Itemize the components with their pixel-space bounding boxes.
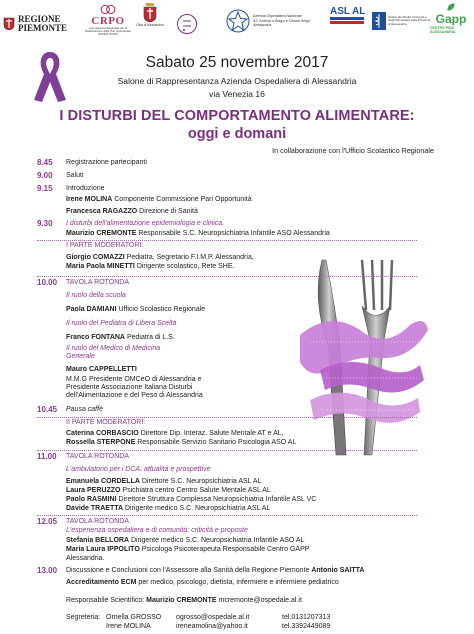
crpo-subtitle: Commissione Regionale per la Realizzazione delle Pari Opportunità DONNA UOMO [85, 26, 131, 36]
speaker-role: Psicologa Psicoterapeuta Responsabile Centro GAPP [141, 546, 310, 553]
speaker-name: Irene MOLINA [66, 196, 113, 203]
cappelletti-role-1: M.M.G Presidente OMCeO di Alessandria e [66, 376, 202, 383]
asl-al-logo [330, 6, 365, 38]
moderator-name: Rossella STERPONE [66, 439, 136, 446]
round-2-heading: TAVOLA ROTONDA [66, 453, 130, 460]
time-10-00: 10.00 [37, 278, 58, 287]
resp-name: Maurizio CREMONTE [146, 597, 217, 604]
azienda-star-icon [226, 9, 250, 33]
speaker-name: Emanuela CORDELLA [66, 478, 140, 485]
seg2-email[interactable]: ireneamolina@yahoo.it [176, 623, 248, 630]
resp-email[interactable]: mcremonte@ospedale.al.it [218, 597, 302, 604]
speaker-name: Paolo RASMINI [66, 496, 117, 503]
speaker-name: Davide TRAETTA [66, 505, 124, 512]
speaker-cremonte [66, 230, 330, 239]
crpo-name: CRPO [91, 15, 125, 27]
speaker-name: Maurizio CREMONTE [66, 230, 137, 237]
equality-circle-icon [176, 13, 198, 35]
cappelletti-role-2: Presidente Associazione Italiana Disturbi [66, 384, 193, 391]
moderator-role: Pediatra, Segretario F.I.M.P. Alessandria, [126, 254, 254, 261]
time-12-05: 12.05 [37, 517, 58, 526]
moderator-minetti [66, 263, 234, 272]
cappelletti-role-3: dell'Alimentazione e del Peso di Alessandria [66, 392, 203, 399]
ordine-medici-logo [372, 5, 432, 37]
speaker-name: Paola DAMIANI [66, 306, 117, 313]
speaker-peruzzo [66, 487, 271, 496]
moderator-role: Direttore Dip. Interaz. Salute Mentale AT e AL, [140, 430, 284, 437]
regione-shield-icon [3, 17, 15, 31]
speaker-cappelletti: Mauro CAPPELLETTI [66, 366, 137, 373]
moderators-1-heading: I PARTE MODERATORI: [66, 242, 144, 249]
event-venue: Salone di Rappresentanza Azienda Ospedaliera di Alessandria [117, 76, 357, 86]
moderator-name: Caterina CORBASCIO [66, 430, 139, 437]
speaker-ippolito [66, 546, 309, 555]
crpo-logo [84, 4, 132, 36]
ippolito-city: Alessandria. [66, 555, 105, 562]
fork-tines [362, 260, 392, 310]
time-13-00: 13.00 [37, 566, 58, 575]
speaker-role: Ufficio Scolastico Regionale [118, 306, 206, 313]
speaker-cordella [66, 478, 261, 487]
topic-mmg-1: Il ruolo del Medico di Medicina [66, 345, 161, 352]
regione-piemonte-logo [3, 8, 67, 40]
logo-bar [0, 0, 474, 42]
topic-scuola: Il ruolo della scuola [66, 292, 126, 299]
moderator-corbascio [66, 430, 284, 439]
speaker-molina [66, 196, 252, 205]
ecm-text: per medico, psicologo, dietista, infermiere e infermiere pediatrico [138, 579, 339, 586]
divider [37, 276, 417, 277]
divider [37, 515, 417, 516]
seg2-tel: tel.3392449089 [282, 623, 331, 630]
moderator-role: Dirigente scolastico, Rete SHE. [136, 263, 235, 270]
azienda-line-2: SS. Antonio e Biagio e Cesare Arrigo [253, 18, 311, 23]
time-9-00: 9.00 [37, 171, 53, 180]
pausa-caffe: Pausa caffè [66, 406, 103, 413]
speaker-name: Franco FONTANA [66, 334, 125, 341]
pari-opportunita-logo [176, 8, 198, 40]
event-date: Sabato 25 novembre 2017 [145, 54, 329, 71]
responsabile-scientifico [66, 597, 302, 604]
resp-label: Responsabile Scientifico: [66, 597, 145, 604]
topic-esperienza: L'esperienza ospedaliera e di comunità: criticità e proposte [66, 527, 248, 534]
closing-text: Discussione e Conclusioni con l'Assessore alla Sanità della Regione Piemonte [66, 567, 310, 574]
gapp-logo [430, 2, 472, 34]
speaker-name: Laura PERUZZO [66, 487, 121, 494]
time-8-45: 8.45 [37, 158, 53, 167]
time-9-30: 9.30 [37, 219, 53, 228]
gapp-name: Gapp [435, 12, 467, 26]
speaker-role: Direttore Struttura Complessa Neuropsichiatria Infantile ASL VC [118, 496, 317, 503]
asl-band-icon [330, 17, 364, 25]
saluti-line: Saluti [66, 172, 84, 179]
regione-label-1: REGIONE [18, 14, 61, 24]
topic-mmg-2: Generale [66, 353, 95, 360]
registration-line: Registrazione partecipanti [66, 159, 147, 166]
topic-ambulatorio: L'ambulatorio per i DCA: attualità e prospettive [66, 466, 211, 473]
speaker-fontana [66, 334, 175, 343]
moderator-name: Giorgio COMAZZI [66, 254, 125, 261]
round-1-heading: TAVOLA ROTONDA [66, 279, 130, 286]
measuring-tape-loop-3 [310, 393, 420, 423]
speaker-role: Componente Commissione Pari Opportunità [114, 196, 252, 203]
speaker-name: Maria Laura IPPOLITO [66, 546, 140, 553]
moderators-2-heading: II PARTE MODERATORI: [66, 419, 146, 426]
ecm-label: Accreditamento ECM [66, 579, 137, 586]
divider [37, 450, 417, 451]
gapp-leaf-icon [444, 2, 458, 12]
seg2-name: Irene MOLINA [106, 623, 151, 630]
speaker-name: Francesca RAGAZZO [66, 208, 138, 215]
seg1-name: Ornella GROSSO [106, 614, 162, 621]
speaker-role: Dirigente medico S.C. Neuropsichiatria ASL AL [125, 505, 271, 512]
citta-label: Città di Alessandria [136, 23, 164, 27]
fork-tape-illustration [300, 250, 430, 475]
moderator-name: Maria Paola MINETTI [66, 263, 135, 270]
ecm-line [66, 579, 339, 588]
gapp-sub: CENTRO PSIA ALESSANDRIA [430, 26, 456, 34]
moderator-role: Responsabile Servizio Sanitario Psicologia ASO AL [137, 439, 297, 446]
citta-logo [136, 3, 164, 35]
segreteria-label: Segreteria: [66, 614, 101, 621]
introduzione-line: Introduzione [66, 185, 105, 192]
event-address: via Venezia 16 [209, 89, 265, 99]
divider [37, 240, 417, 241]
speaker-rasmini [66, 496, 316, 505]
speaker-role: Pediatra di L.S. [126, 334, 175, 341]
speaker-traetta [66, 505, 270, 514]
title-line-2: oggi e domani [187, 126, 287, 142]
round-3-heading: TAVOLA ROTONDA [66, 518, 130, 525]
time-9-15: 9.15 [37, 184, 53, 193]
seg1-email[interactable]: ogrosso@ospedale.al.it [176, 614, 250, 621]
speaker-role: Responsabile S.C. Neuropsichiatria Infantile ASO Alessandria [138, 230, 330, 237]
speaker-role: Psichiatra centro Centro Salute Mentale ASL AL [122, 487, 271, 494]
regione-label-2: PIEMONTE [18, 23, 68, 33]
asl-sub: AL [352, 6, 366, 17]
time-11-00: 11.00 [37, 452, 57, 461]
time-10-45: 10.45 [37, 405, 58, 414]
speaker-damiani [66, 306, 205, 315]
speaker-ragazzo [66, 208, 198, 217]
azienda-ospedaliera-logo [226, 5, 310, 37]
ordine-caduceus-icon [372, 12, 386, 30]
title-line-1: I DISTURBI DEL COMPORTAMENTO ALIMENTARE: [59, 108, 415, 124]
assessore-name: Antonio SAITTA [311, 567, 365, 574]
collaboration-note: In collaborazione con l'Ufficio Scolastico Regionale [272, 146, 434, 155]
ordine-label: Ordine dei Medici Chirurghi e degli Odontoiatri della Provincia di Alessandria [388, 14, 431, 26]
moderator-sterpone [66, 439, 296, 448]
speaker-name: Stefania BELLORA [66, 537, 130, 544]
azienda-line-3: Alessandria [253, 23, 272, 28]
topic-epidemiologia: I disturbi dell'alimentazione epidemiologia e clinica. [66, 220, 225, 227]
speaker-role: Direzione di Sanità [139, 208, 198, 215]
moderator-comazzi [66, 254, 254, 263]
seg1-tel: tel.0131207313 [282, 614, 331, 621]
asl-name: ASL [330, 6, 350, 17]
azienda-line-1: Azienda Ospedaliera Nazionale [253, 14, 303, 19]
crpo-emblem-icon [98, 4, 118, 15]
speaker-bellora [66, 537, 305, 546]
topic-pediatra: Il ruolo del Pediatra di Libera Scelta [66, 320, 177, 327]
speaker-role: Dirigente medico S.C. Neuropsichiatria Infantile ASO AL [130, 537, 305, 544]
closing-line [66, 567, 364, 576]
citta-crest-icon [143, 3, 157, 23]
divider [37, 417, 417, 418]
speaker-role: Direttore S.C. Neuropsichiatria ASL AL [141, 478, 262, 485]
